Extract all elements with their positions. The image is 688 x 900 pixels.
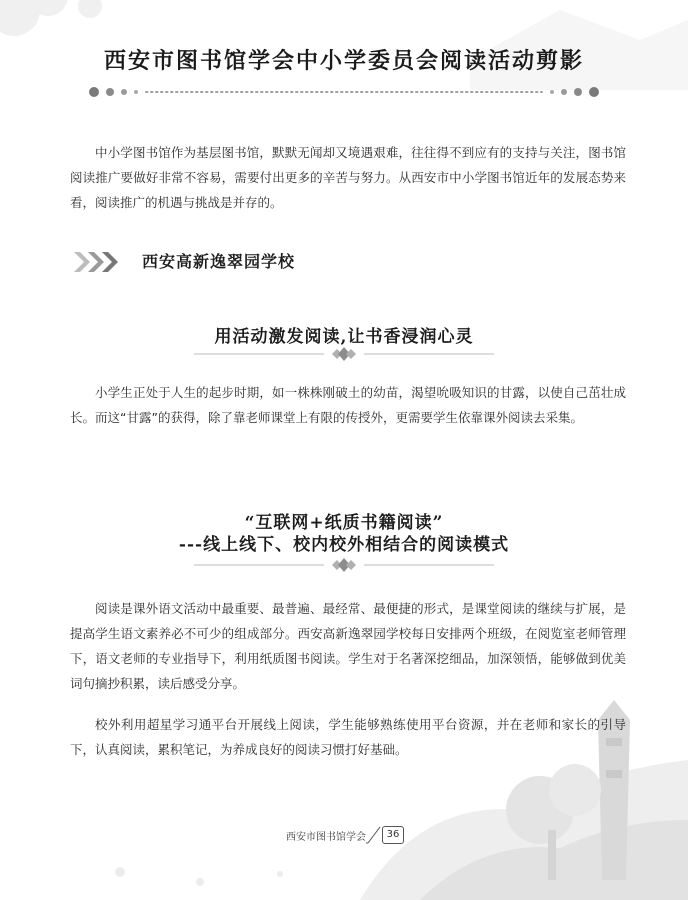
section-header bbox=[72, 247, 492, 277]
paragraph-1: 小学生正处于人生的起步时期，如一株株刚破土的幼苗，渴望吮吸知识的甘露，以使自己茁壮成长。而这“甘露”的获得，除了靠老师课堂上有限的传授外，更需要学生依靠课外阅读去采集。 bbox=[70, 385, 626, 425]
heading-1: 用活动激发阅读,让书香浸润心灵 bbox=[214, 327, 474, 347]
triple-chevron-icon bbox=[72, 251, 126, 273]
heading-2-line-1: “互联网+纸质书籍阅读” bbox=[244, 513, 444, 533]
heading-2-divider bbox=[184, 556, 504, 574]
footer-label: 西安市图书馆学会 bbox=[286, 832, 366, 843]
page-title: 西安市图书馆学会中小学委员会阅读活动剪影 bbox=[103, 48, 584, 74]
page-number: 36 bbox=[382, 826, 404, 844]
title-dot-divider bbox=[88, 84, 600, 100]
paragraph-2: 阅读是课外语文活动中最重要、最普遍、最经常、最便捷的形式，是课堂阅读的继续与扩展，是提高学生语文素养必不可少的组成部分。西安高新逸翠园学校每日安排两个班级，在阅览室老师管理下，语文老师的专业指导下，利用纸质图书阅读。学生对于名著深挖细品，加深领悟，能够做到优美词句摘抄积累，读后感受分享。 bbox=[70, 601, 626, 691]
paragraph-3: 校外利用超星学习通平台开展线上阅读，学生能够熟练使用平台资源，并在老师和家长的引导下，认真阅读，累积笔记，为养成良好的阅读习惯打好基础。 bbox=[70, 717, 626, 757]
heading-2-line-2: ---线上线下、校内校外相结合的阅读模式 bbox=[178, 535, 510, 555]
heading-1-divider bbox=[184, 345, 504, 363]
intro-paragraph: 中小学图书馆作为基层图书馆，默默无闻却又境遇艰难，往往得不到应有的支持与关注，图书馆阅读推广要做好非常不容易，需要付出更多的辛苦与努力。从西安市中小学图书馆近年的发展态势来看，阅读推广的机遇与挑战是并存的。 bbox=[70, 145, 626, 210]
section-label: 西安高新逸翠园学校 bbox=[142, 252, 296, 271]
